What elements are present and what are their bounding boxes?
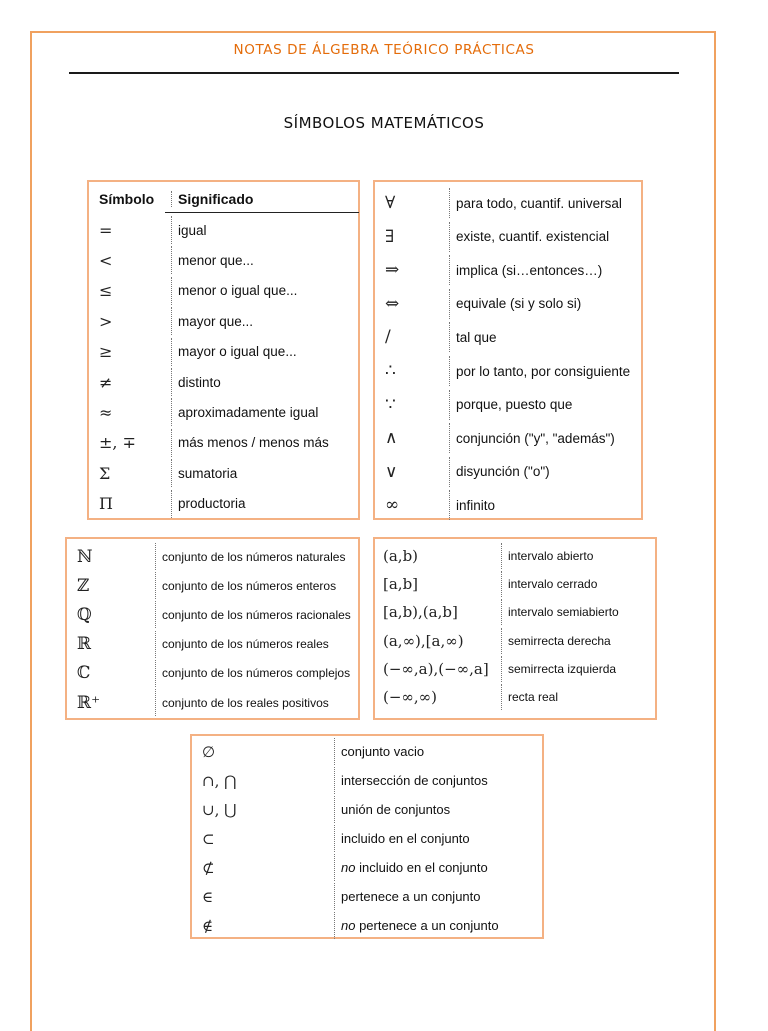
- meaning-cell: mayor que...: [171, 307, 253, 335]
- symbol-cell: ℂ: [77, 663, 91, 684]
- number-sets-table: [65, 537, 360, 720]
- header-rule: [69, 72, 679, 74]
- table-row: [89, 216, 358, 244]
- meaning-cell: semirrecta derecha: [501, 628, 611, 654]
- symbol-cell: ∃: [385, 226, 395, 247]
- symbol-cell: Σ: [99, 463, 111, 483]
- symbol-cell: (a,b): [383, 547, 419, 565]
- meaning-cell: conjunto de los números enteros: [155, 572, 336, 599]
- symbol-cell: ⇒: [385, 260, 400, 281]
- symbol-cell: ⇔: [385, 293, 400, 314]
- meaning-cell: distinto: [171, 368, 221, 396]
- symbol-cell: <: [99, 250, 113, 270]
- table-row: [375, 423, 641, 453]
- table-row: [89, 459, 358, 487]
- meaning-text: pertenece a un conjunto: [355, 918, 499, 933]
- meaning-cell: conjunto de los reales positivos: [155, 689, 329, 716]
- meaning-cell: intervalo abierto: [501, 543, 593, 569]
- meaning-cell: incluido en el conjunto: [334, 825, 470, 852]
- table-row: [192, 825, 542, 852]
- meaning-cell: igual: [171, 216, 207, 244]
- set-operations-table: [190, 734, 544, 939]
- meaning-cell: recta real: [501, 684, 558, 710]
- meaning-cell: para todo, cuantif. universal: [449, 188, 622, 218]
- symbol-cell: ≠: [99, 372, 113, 392]
- table-row: [375, 599, 655, 625]
- symbol-cell: ∅: [202, 742, 216, 761]
- meaning-cell: [334, 854, 488, 881]
- symbol-cell: ℝ: [77, 634, 92, 655]
- meaning-cell: pertenece a un conjunto: [334, 883, 481, 910]
- table-row: [375, 684, 655, 710]
- header-title: NOTAS DE ÁLGEBRA TEÓRICO PRÁCTICAS: [233, 42, 535, 58]
- table-row: [375, 322, 641, 352]
- table-row: [375, 571, 655, 597]
- symbol-cell: ⊂: [202, 829, 215, 848]
- meaning-cell: intervalo cerrado: [501, 571, 597, 597]
- symbol-cell: (−∞,∞): [383, 688, 438, 706]
- table-row: [375, 457, 641, 487]
- table-row: [67, 660, 358, 687]
- meaning-cell: mayor o igual que...: [171, 338, 297, 366]
- logic-table: [373, 180, 643, 520]
- symbol-cell: ℚ: [77, 604, 92, 625]
- meaning-cell: menor que...: [171, 246, 254, 274]
- table-row: [89, 277, 358, 305]
- symbol-cell: [a,b),(a,b]: [383, 603, 458, 622]
- meaning-cell: más menos / menos más: [171, 429, 329, 457]
- symbol-cell: (−∞,a),(−∞,a]: [383, 659, 489, 678]
- symbol-cell: ∴: [385, 361, 396, 381]
- table-row: [192, 912, 542, 939]
- table-row: [89, 338, 358, 366]
- meaning-cell: porque, puesto que: [449, 390, 572, 420]
- symbol-cell: ℝ⁺: [77, 692, 101, 713]
- table-row: [89, 307, 358, 335]
- symbol-cell: ∨: [385, 461, 398, 482]
- table-header-row: [89, 186, 358, 212]
- table-row: [67, 631, 358, 658]
- table-row: [192, 738, 542, 765]
- negation-prefix: no: [341, 918, 356, 933]
- table-row: [89, 398, 358, 426]
- symbol-cell: ∞: [385, 495, 400, 516]
- table-row: [375, 490, 641, 520]
- table-row: [67, 543, 358, 570]
- meaning-cell: conjunto de los números complejos: [155, 660, 350, 687]
- symbol-cell: ∪, ⋃: [202, 800, 237, 819]
- table-row: [375, 656, 655, 682]
- meaning-cell: sumatoria: [171, 459, 237, 487]
- negation-prefix: no: [341, 860, 356, 875]
- table-row: [375, 222, 641, 252]
- meaning-cell: existe, cuantif. existencial: [449, 222, 609, 252]
- meaning-cell: equivale (si y solo si): [449, 289, 581, 319]
- symbol-cell: ≤: [99, 281, 113, 301]
- symbol-cell: [a,b]: [383, 575, 419, 594]
- meaning-cell: semirrecta izquierda: [501, 656, 616, 682]
- meaning-cell: conjunto de los números racionales: [155, 601, 351, 628]
- symbol-cell: (a,∞),[a,∞): [383, 631, 464, 650]
- symbol-cell: >: [99, 311, 113, 331]
- table-row: [375, 543, 655, 569]
- meaning-cell: menor o igual que...: [171, 277, 297, 305]
- symbol-cell: ≥: [99, 342, 113, 362]
- table-row: [192, 767, 542, 794]
- symbol-cell: ℤ: [77, 575, 90, 596]
- intervals-table: [373, 537, 657, 720]
- table-row: [67, 601, 358, 628]
- symbol-cell: /: [385, 327, 391, 348]
- symbol-cell: ∵: [385, 394, 396, 415]
- header-underline: [165, 212, 359, 213]
- relations-table: [87, 180, 360, 520]
- meaning-cell: productoria: [171, 490, 246, 518]
- table-row: [375, 356, 641, 386]
- table-row: [67, 572, 358, 599]
- meaning-cell: conjunto vacio: [334, 738, 424, 765]
- table-row: [375, 390, 641, 420]
- meaning-cell: conjunto de los números naturales: [155, 543, 345, 570]
- meaning-cell: disyunción ("o"): [449, 457, 550, 487]
- column-header-meaning: Significado: [171, 191, 253, 207]
- meaning-cell: conjunto de los números reales: [155, 631, 329, 658]
- symbol-cell: =: [99, 220, 113, 240]
- symbol-cell: Π: [99, 494, 113, 514]
- symbol-cell: ∀: [385, 193, 396, 213]
- meaning-cell: tal que: [449, 322, 497, 352]
- table-row: [375, 628, 655, 654]
- table-row: [89, 246, 358, 274]
- table-row: [89, 490, 358, 518]
- table-row: [375, 255, 641, 285]
- table-row: [192, 883, 542, 910]
- meaning-cell: intersección de conjuntos: [334, 767, 488, 794]
- meaning-cell: conjunción ("y", "además"): [449, 423, 615, 453]
- table-row: [67, 689, 358, 716]
- table-row: [192, 854, 542, 881]
- symbol-cell: ±, ∓: [99, 433, 136, 453]
- symbol-cell: ∧: [385, 428, 398, 449]
- symbol-cell: ⊄: [202, 858, 215, 877]
- table-row: [89, 368, 358, 396]
- symbol-cell: ∩, ⋂: [202, 771, 237, 790]
- meaning-cell: aproximadamente igual: [171, 398, 318, 426]
- table-row: [89, 429, 358, 457]
- document-title: SÍMBOLOS MATEMÁTICOS: [283, 114, 485, 132]
- meaning-cell: unión de conjuntos: [334, 796, 450, 823]
- table-row: [192, 796, 542, 823]
- symbol-cell: ≈: [99, 402, 113, 422]
- table-row: [375, 188, 641, 218]
- meaning-cell: infinito: [449, 490, 495, 520]
- meaning-cell: [334, 912, 499, 939]
- symbol-cell: ∈: [202, 887, 214, 906]
- meaning-text: incluido en el conjunto: [355, 860, 488, 875]
- meaning-cell: por lo tanto, por consiguiente: [449, 356, 630, 386]
- symbol-cell: ∉: [202, 916, 214, 935]
- meaning-cell: intervalo semiabierto: [501, 599, 619, 625]
- symbol-cell: ℕ: [77, 546, 93, 567]
- table-row: [375, 289, 641, 319]
- column-header-symbol: Símbolo: [99, 191, 155, 207]
- meaning-cell: implica (si…entonces…): [449, 255, 602, 285]
